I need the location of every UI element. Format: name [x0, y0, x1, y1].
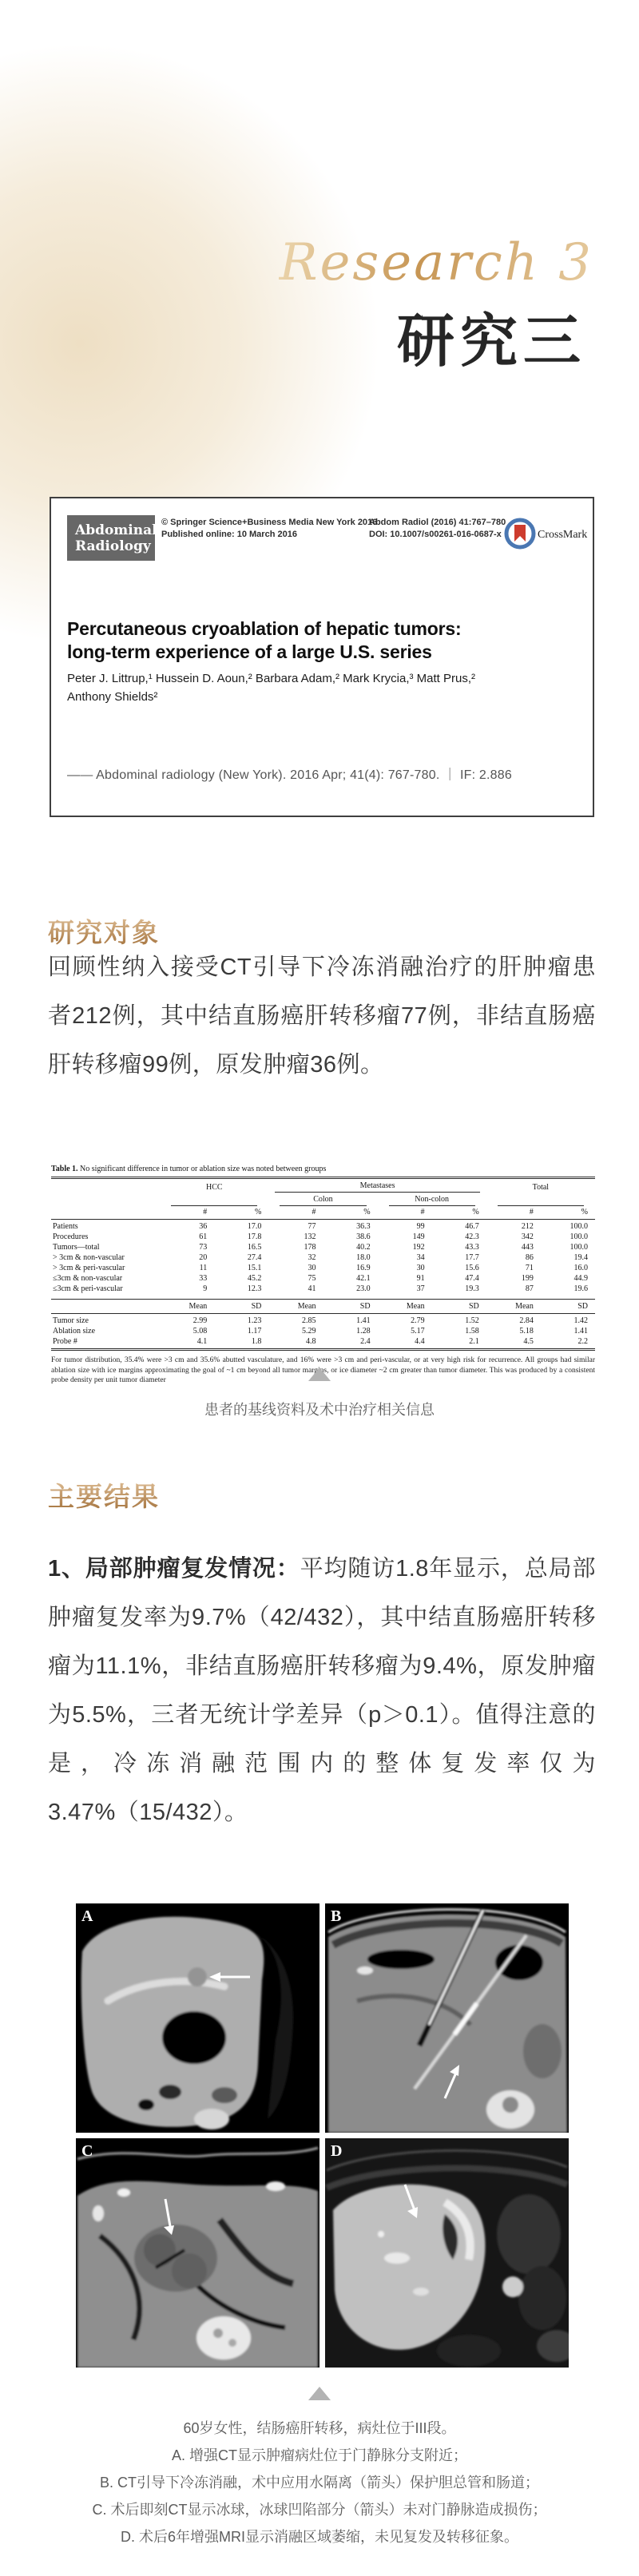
table-cell: SD	[323, 1300, 377, 1314]
table-cell: 75	[308, 1274, 316, 1283]
table-cell: 73	[199, 1243, 208, 1252]
crossmark-icon	[506, 520, 534, 547]
table-row	[51, 1314, 595, 1327]
table-cell: 5.17	[411, 1327, 425, 1336]
table-title-text: No significant difference in tumor or ablation size was noted between groups	[80, 1165, 327, 1173]
table-cell: Procedures	[53, 1232, 89, 1241]
panel-label-a: A	[81, 1907, 93, 1925]
table-cell: SD	[214, 1300, 268, 1314]
table-cell: 86	[525, 1253, 534, 1262]
table-cell: 19.3	[465, 1284, 479, 1293]
table-caption: 患者的基线资料及术中治疗相关信息	[204, 1402, 435, 1418]
table-subgroup-header-row	[51, 1193, 595, 1206]
ct-caption-line: 60岁女性，结肠癌肝转移，病灶位于III段。	[183, 2420, 456, 2436]
table-cell: 100.0	[570, 1243, 588, 1252]
table-cell: #	[378, 1206, 432, 1220]
table-cell: 15.6	[465, 1264, 479, 1272]
table-cell: 192	[412, 1243, 425, 1252]
table-cell: 1.52	[465, 1316, 479, 1325]
table-cell	[51, 1206, 160, 1220]
ct-caption-line: C. 术后即刻CT显示冰球，冰球凹陷部分（箭头）未对门静脉造成损伤；	[92, 2502, 547, 2518]
table-cell: 77	[308, 1222, 316, 1231]
table-cell: 4.8	[305, 1337, 316, 1346]
table-title-label: Table 1.	[51, 1165, 78, 1173]
ct-panel-a	[76, 1903, 320, 2133]
table-cell: ≤3cm & peri-vascular	[53, 1284, 123, 1293]
table-cell: 4.1	[196, 1337, 208, 1346]
table-cell: ≤3cm & non-vascular	[53, 1274, 123, 1283]
table-cell: 99	[416, 1222, 425, 1231]
table-cell: Mean	[486, 1300, 541, 1314]
table-cell: 4.5	[523, 1337, 534, 1346]
table-cell: Mean	[268, 1300, 323, 1314]
table-cell: 27.4	[247, 1253, 262, 1262]
table-cell: 87	[525, 1284, 534, 1293]
panel-label-d: D	[331, 2142, 343, 2160]
table-cell: #	[486, 1206, 541, 1220]
table-cell: 443	[521, 1243, 534, 1252]
table-group-metastases: Metastases	[268, 1178, 486, 1193]
section-script-title: Research 3	[279, 233, 593, 292]
copyright-line: © Springer Science+Business Media New York 2016	[161, 518, 378, 527]
section-cn-title: 研究三	[396, 307, 586, 375]
ct-panel-b	[325, 1903, 569, 2133]
table-cell: 34	[416, 1253, 425, 1262]
table-cell: 1.28	[356, 1327, 371, 1336]
paper-authors-line2: Anthony Shields²	[67, 690, 158, 704]
table-cell: 100.0	[570, 1232, 588, 1241]
table-stat-header-row	[51, 1300, 595, 1314]
table-cell: 2.2	[577, 1337, 588, 1346]
table-cell: 36	[199, 1222, 208, 1231]
table-cell: > 3cm & peri-vascular	[53, 1264, 125, 1272]
table-cell: 178	[304, 1243, 316, 1252]
table-cell: 1.41	[574, 1327, 588, 1336]
table-cell: 37	[416, 1284, 425, 1293]
table-cell: %	[323, 1206, 377, 1220]
table-cell: %	[541, 1206, 595, 1220]
table-cell: 11	[199, 1264, 208, 1272]
table-cell: 199	[521, 1274, 534, 1283]
table-cell: Probe #	[53, 1337, 77, 1346]
table-cell: 30	[308, 1264, 316, 1272]
table-footnote: For tumor distribution, 35.4% were >3 cm and 35.6% abutted vasculature, and 16% were >3 cm and peri-vascular, or at very high risk for recurrence. All groups had similar ablation size with ice margins approximating the goal of ~1 cm beyond all tumor margins, or ice diameter ~2 cm greater than tumor diameter. This was produced by a consistent probe density per unit tumor diameter	[51, 1356, 595, 1384]
table-cell: 43.3	[465, 1243, 479, 1252]
table-cell: 38.6	[356, 1232, 371, 1241]
journal-logo-line1: Abdominal	[75, 522, 157, 538]
ct-caption	[0, 2415, 639, 2550]
table-row	[51, 1252, 595, 1263]
ct-anatomy	[328, 1909, 567, 2133]
table-cell: Mean	[160, 1300, 214, 1314]
table-group-hcc: HCC	[206, 1182, 223, 1192]
panel-label-c: C	[81, 2142, 93, 2160]
table-cell: 5.08	[192, 1327, 208, 1336]
table-cell: Patients	[53, 1222, 78, 1231]
table-cell: 19.6	[574, 1284, 588, 1293]
table-cell: 2.79	[411, 1316, 425, 1325]
table-group-header-row	[51, 1178, 595, 1193]
table-cell: 149	[412, 1232, 425, 1241]
table-count-body	[51, 1220, 595, 1300]
table-cell: 23.0	[356, 1284, 371, 1293]
table-cell: Ablation size	[53, 1327, 96, 1336]
table-cell: 16.0	[574, 1264, 588, 1272]
table-cell: 20	[199, 1253, 208, 1262]
study-section-paragraph: 回顾性纳入接受CT引导下冷冻消融治疗的肝肿瘤患者212例，其中结直肠癌肝转移瘤77例，非结直肠癌肝转移瘤99例，原发肿瘤36例。	[48, 955, 596, 1078]
journal-logo	[67, 515, 155, 561]
table-cell	[51, 1178, 160, 1193]
table-row	[51, 1326, 595, 1336]
table-cell: #	[268, 1206, 323, 1220]
table-cell	[51, 1193, 160, 1206]
results-section-heading: 主要结果	[48, 1481, 160, 1512]
table-row	[51, 1336, 595, 1350]
up-triangle-icon	[308, 1367, 331, 1381]
table-cell: 132	[304, 1232, 316, 1241]
table-cell: 1.58	[465, 1327, 479, 1336]
paper-title-line1: Percutaneous cryoablation of hepatic tumors:	[67, 618, 462, 639]
table-cell: 40.2	[356, 1243, 371, 1252]
ct-caption-line: A. 增强CT显示肿瘤病灶位于门静脉分支附近；	[171, 2447, 467, 2463]
table-row	[51, 1220, 595, 1232]
paper-authors-line1: Peter J. Littrup,¹ Hussein D. Aoun,² Barbara Adam,² Mark Krycia,³ Matt Prus,²	[67, 672, 476, 685]
table-cell: SD	[432, 1300, 486, 1314]
table-cell: 5.29	[301, 1327, 316, 1336]
table-cell: 42.3	[465, 1232, 479, 1241]
table-cell: 16.9	[356, 1264, 371, 1272]
ct-image-figure	[76, 1903, 569, 2368]
table-cell: 91	[416, 1274, 425, 1283]
table-cell: 30	[416, 1264, 425, 1272]
table-cell: 1.17	[247, 1327, 262, 1336]
table-unit-header-row	[51, 1206, 595, 1220]
up-triangle-icon	[308, 2387, 331, 2400]
paper-title-line2: long-term experience of a large U.S. series	[67, 641, 432, 662]
table-cell: 42.1	[356, 1274, 371, 1283]
table-cell: #	[160, 1206, 214, 1220]
table-cell: 41	[308, 1284, 316, 1293]
table-cell	[51, 1300, 160, 1314]
results-body-text: 平均随访1.8年显示，总局部肿瘤复发率为9.7%（42/432），其中结直肠癌肝转移瘤为11.1%，非结直肠癌肝转移瘤为9.4%，原发肿瘤为5.5%，三者无统计学差异（p＞0.1）。值得注意的是，冷冻消融范围内的整体复发率仅为3.47%（15/432）。	[48, 1556, 596, 1825]
table-cell: 44.9	[574, 1274, 588, 1283]
paper-title	[67, 617, 461, 664]
table-group-total: Total	[532, 1182, 550, 1192]
results-section-paragraph	[48, 1545, 596, 1837]
table-cell: 212	[521, 1222, 534, 1231]
copyright-block	[161, 517, 377, 541]
table-stat-body	[51, 1314, 595, 1350]
study-section-heading: 研究对象	[48, 917, 160, 948]
journal-logo-line2: Radiology	[75, 538, 151, 554]
table-cell	[160, 1193, 268, 1206]
table-cell: 19.4	[574, 1253, 588, 1262]
table-cell: 45.2	[247, 1274, 262, 1283]
table-cell: 1.42	[574, 1316, 588, 1325]
table-cell: 5.18	[519, 1327, 534, 1336]
table-cell: 71	[525, 1264, 534, 1272]
table-row	[51, 1263, 595, 1273]
table-cell: 15.1	[247, 1264, 262, 1272]
journal-ref-line: Abdom Radiol (2016) 41:767–780	[369, 518, 506, 527]
crossmark-badge	[503, 516, 597, 555]
table-cell: 17.7	[465, 1253, 479, 1262]
table-cell: 18.0	[356, 1253, 371, 1262]
table-cell: 16.5	[247, 1243, 262, 1252]
table-row	[51, 1232, 595, 1242]
table-cell: 1.41	[356, 1316, 371, 1325]
table-cell: Tumor size	[53, 1316, 89, 1325]
results-lead-bold: 1、局部肿瘤复发情况：	[48, 1556, 300, 1582]
table-cell: SD	[541, 1300, 595, 1314]
table-row	[51, 1273, 595, 1284]
table-cell: 2.4	[360, 1337, 371, 1346]
table-cell: 17.0	[247, 1222, 262, 1231]
table-cell: 2.1	[469, 1337, 479, 1346]
table-cell: 1.8	[251, 1337, 262, 1346]
baseline-table	[51, 1177, 595, 1351]
paper-card	[50, 497, 594, 817]
table-cell: 33	[199, 1274, 208, 1283]
table-cell: 100.0	[570, 1222, 588, 1231]
table-row	[51, 1284, 595, 1300]
table-title	[51, 1165, 595, 1173]
table-cell: 46.7	[465, 1222, 479, 1231]
table-cell: 47.4	[465, 1274, 479, 1283]
reference-block	[369, 517, 506, 541]
table-cell: 342	[521, 1232, 534, 1241]
table-cell: %	[432, 1206, 486, 1220]
ct-panel-c	[76, 2138, 320, 2368]
doi-line: DOI: 10.1007/s00261-016-0687-x	[369, 530, 502, 539]
table-cell: 1.23	[247, 1316, 262, 1325]
table-cell: 36.3	[356, 1222, 371, 1231]
table-cell: 2.84	[519, 1316, 534, 1325]
table-cell: 2.85	[301, 1316, 316, 1325]
table-cell: 2.99	[192, 1316, 208, 1325]
table-cell: Tumors—total	[53, 1243, 100, 1252]
table-subgroup-non-colon: Non-colon	[378, 1193, 486, 1206]
table-cell: 61	[199, 1232, 208, 1241]
table-cell: > 3cm & non-vascular	[53, 1253, 125, 1262]
published-line: Published online: 10 March 2016	[161, 530, 297, 539]
paper-citation: —— Abdominal radiology (New York). 2016 Apr; 41(4): 767-780. ｜ IF: 2.886	[67, 768, 512, 782]
ct-caption-line: D. 术后6年增强MRI显示消融区域萎缩，未见复发及转移征象。	[120, 2529, 518, 2545]
paper-authors	[67, 669, 475, 706]
table-cell: %	[214, 1206, 268, 1220]
ct-caption-line: B. CT引导下冷冻消融，术中应用水隔离（箭头）保护胆总管和肠道；	[100, 2475, 539, 2491]
baseline-table-figure	[51, 1165, 595, 1386]
table-cell: 4.4	[415, 1337, 425, 1346]
table-cell: 12.3	[247, 1284, 262, 1293]
crossmark-label: CrossMark	[538, 529, 588, 541]
panel-label-b: B	[331, 1907, 342, 1925]
table-cell: 17.8	[247, 1232, 262, 1241]
table-row	[51, 1242, 595, 1252]
table-cell: 9	[203, 1284, 208, 1293]
table-subgroup-colon: Colon	[268, 1193, 377, 1206]
table-cell: 32	[308, 1253, 316, 1262]
ct-panel-d	[325, 2138, 569, 2368]
table-cell	[486, 1193, 595, 1206]
table-cell: Mean	[378, 1300, 432, 1314]
